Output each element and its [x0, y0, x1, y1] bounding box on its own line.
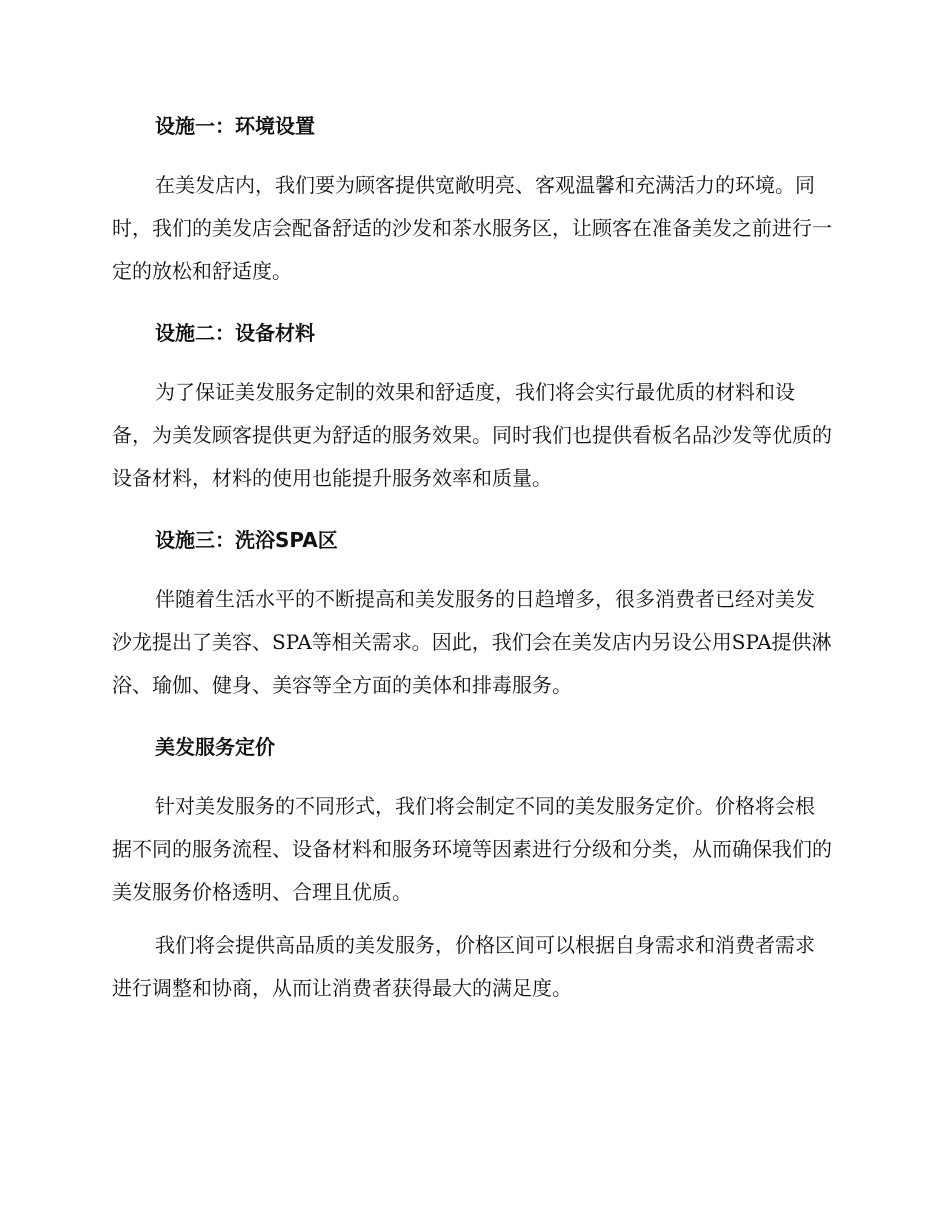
- closing-paragraph: 我们将会提供高品质的美发服务，价格区间可以根据自身需求和消费者需求进行调整和协商，从而让消费者获得最大的满足度。: [112, 933, 815, 1000]
- section-paragraph-environment: 在美发店内，我们要为顾客提供宽敞明亮、客观温馨和充满活力的环境。同时，我们的美发店会配备舒适的沙发和茶水服务区，让顾客在准备美发之前进行一定的放松和舒适度。: [112, 173, 832, 283]
- section-heading-equipment: 设施二：设备材料: [155, 321, 315, 345]
- section-paragraph-spa: 伴随着生活水平的不断提高和美发服务的日趋增多，很多消费者已经对美发沙龙提出了美容、SPA等相关需求。因此，我们会在美发店内另设公用SPA提供淋浴、瑜伽、健身、美容等全方面的美体和排毒服务。: [112, 587, 832, 697]
- section-paragraph-equipment: 为了保证美发服务定制的效果和舒适度，我们将会实行最优质的材料和设备，为美发顾客提供更为舒适的服务效果。同时我们也提供看板名品沙发等优质的设备材料，材料的使用也能提升服务效率和质量。: [112, 380, 832, 490]
- section-heading-spa: 设施三：洗浴SPA区: [155, 528, 338, 552]
- section-heading-pricing: 美发服务定价: [155, 735, 275, 759]
- section-heading-environment: 设施一：环境设置: [155, 114, 315, 138]
- section-paragraph-pricing: 针对美发服务的不同形式，我们将会制定不同的美发服务定价。价格将会根据不同的服务流程、设备材料和服务环境等因素进行分级和分类，从而确保我们的美发服务价格透明、合理且优质。: [112, 794, 832, 904]
